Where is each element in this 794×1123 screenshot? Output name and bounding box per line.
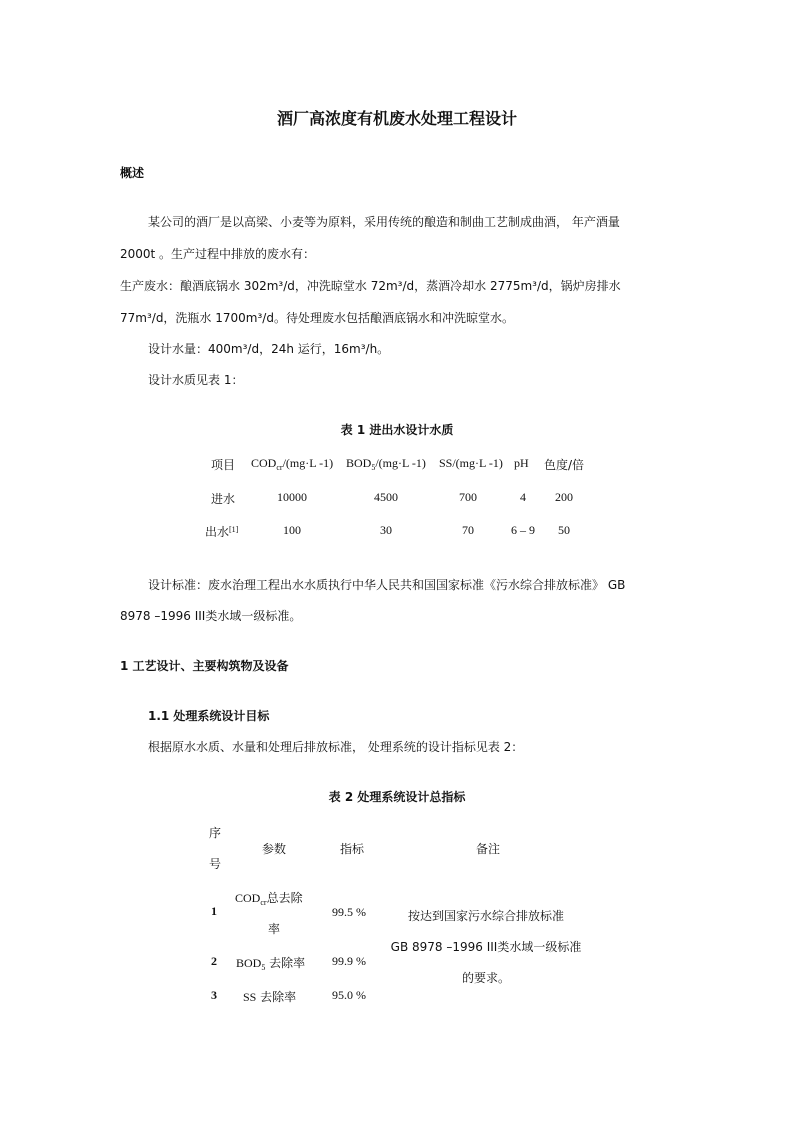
table1-row2-label: 出水[1] — [205, 525, 239, 539]
section1-1-heading: 1.1 处理系统设计目标 — [148, 709, 270, 723]
table1-row2-ph: 6 – 9 — [511, 523, 535, 537]
table1-row2-bod: 30 — [380, 523, 392, 537]
table1-row2-cod: 100 — [283, 523, 301, 537]
table2-header-no-line1: 序 — [209, 826, 222, 840]
overview-paragraph-1-line-1: 某公司的酒厂是以高梁、小麦等为原料，采用传统的酿造和制曲工艺制成曲酒， 年产酒量 — [148, 215, 620, 229]
section1-heading: 1 工艺设计、主要构筑物及设备 — [120, 659, 289, 673]
overview-paragraph-2-line-1: 生产废水：酿酒底锅水 302m³/d，冲洗晾堂水 72m³/d，蒸酒冷却水 2775m³/d，锅炉房排水 — [120, 279, 621, 293]
table1-row2-ss: 70 — [462, 523, 474, 537]
table1-header-bod: $BOD_5/(mg\cdot L$ -1) — [346, 456, 426, 472]
table2-remark-line1: 按达到国家污水综合排放标准 — [407, 909, 565, 923]
table2-row2-target: 99.9 % — [332, 954, 366, 968]
table2-row1-param-line2: 率 — [268, 922, 281, 936]
table1-row1-label: 进水 — [211, 492, 236, 506]
section1-1-intro: 根据原水水质、水量和处理后排放标准， 处理系统的设计指标见表 2： — [148, 740, 524, 754]
table2-remark-line2: GB 8978 –1996 III类水域一级标准 — [390, 940, 582, 954]
table1-row1-ph: 4 — [520, 490, 526, 504]
design-flow-text: 设计水量：400m³/d，24h 运行，16m³/h。 — [148, 342, 390, 356]
page-title: 酒厂高浓度有机废水处理工程设计 — [276, 109, 518, 128]
table2-row3-no: 3 — [211, 988, 217, 1002]
overview-heading: 概述 — [120, 166, 145, 180]
table2-remark-line3: 的要求。 — [461, 971, 511, 985]
table2-row1-param: $COD_{cr}$总去除 — [235, 891, 303, 907]
design-standard-line-1: 设计标准：废水治理工程出水水质执行中华人民共和国国家标准《污水综合排放标准》 GB — [148, 578, 626, 592]
table2-header-remark: 备注 — [476, 842, 501, 856]
table1-header-ph: pH — [514, 456, 529, 470]
table1-header-cod: $COD_{cr}/(mg\cdot L$ -1) — [251, 456, 334, 472]
table2-row1-no: 1 — [211, 904, 217, 918]
table1-row1-bod: 4500 — [374, 490, 398, 504]
design-standard-line-2: 8978 –1996 III类水域一级标准。 — [120, 609, 302, 623]
table1-header-ss: SS/(mg·L -1) — [439, 456, 503, 470]
table2-row3-param: SS 去除率 — [243, 990, 297, 1004]
table1-row1-cod: 10000 — [277, 490, 307, 504]
table2-row2-param: $BOD_5$ 去除率 — [236, 956, 306, 972]
design-quality-intro: 设计水质见表 1： — [148, 373, 244, 387]
table1-caption: 表 1 进出水设计水质 — [340, 423, 454, 437]
table2-header-target: 指标 — [340, 842, 365, 856]
table1-row1-color: 200 — [555, 490, 573, 504]
table1-header-color: 色度/倍 — [544, 458, 585, 472]
table1-row1-ss: 700 — [459, 490, 477, 504]
overview-paragraph-2-line-2: 77m³/d，洗瓶水 1700m³/d。待处理废水包括酿酒底锅水和冲洗晾堂水。 — [120, 311, 514, 325]
overview-paragraph-1-line-2: 2000t 。生产过程中排放的废水有： — [120, 247, 316, 261]
table2-row2-no: 2 — [211, 954, 217, 968]
table2-row3-target: 95.0 % — [332, 988, 366, 1002]
table2-header-param: 参数 — [262, 842, 287, 856]
table2-row1-target: 99.5 % — [332, 905, 366, 919]
table2-caption: 表 2 处理系统设计总指标 — [328, 790, 466, 804]
table1-row2-color: 50 — [558, 523, 570, 537]
table1-header-item: 项目 — [211, 458, 236, 472]
table2-header-no-line2: 号 — [209, 857, 222, 871]
